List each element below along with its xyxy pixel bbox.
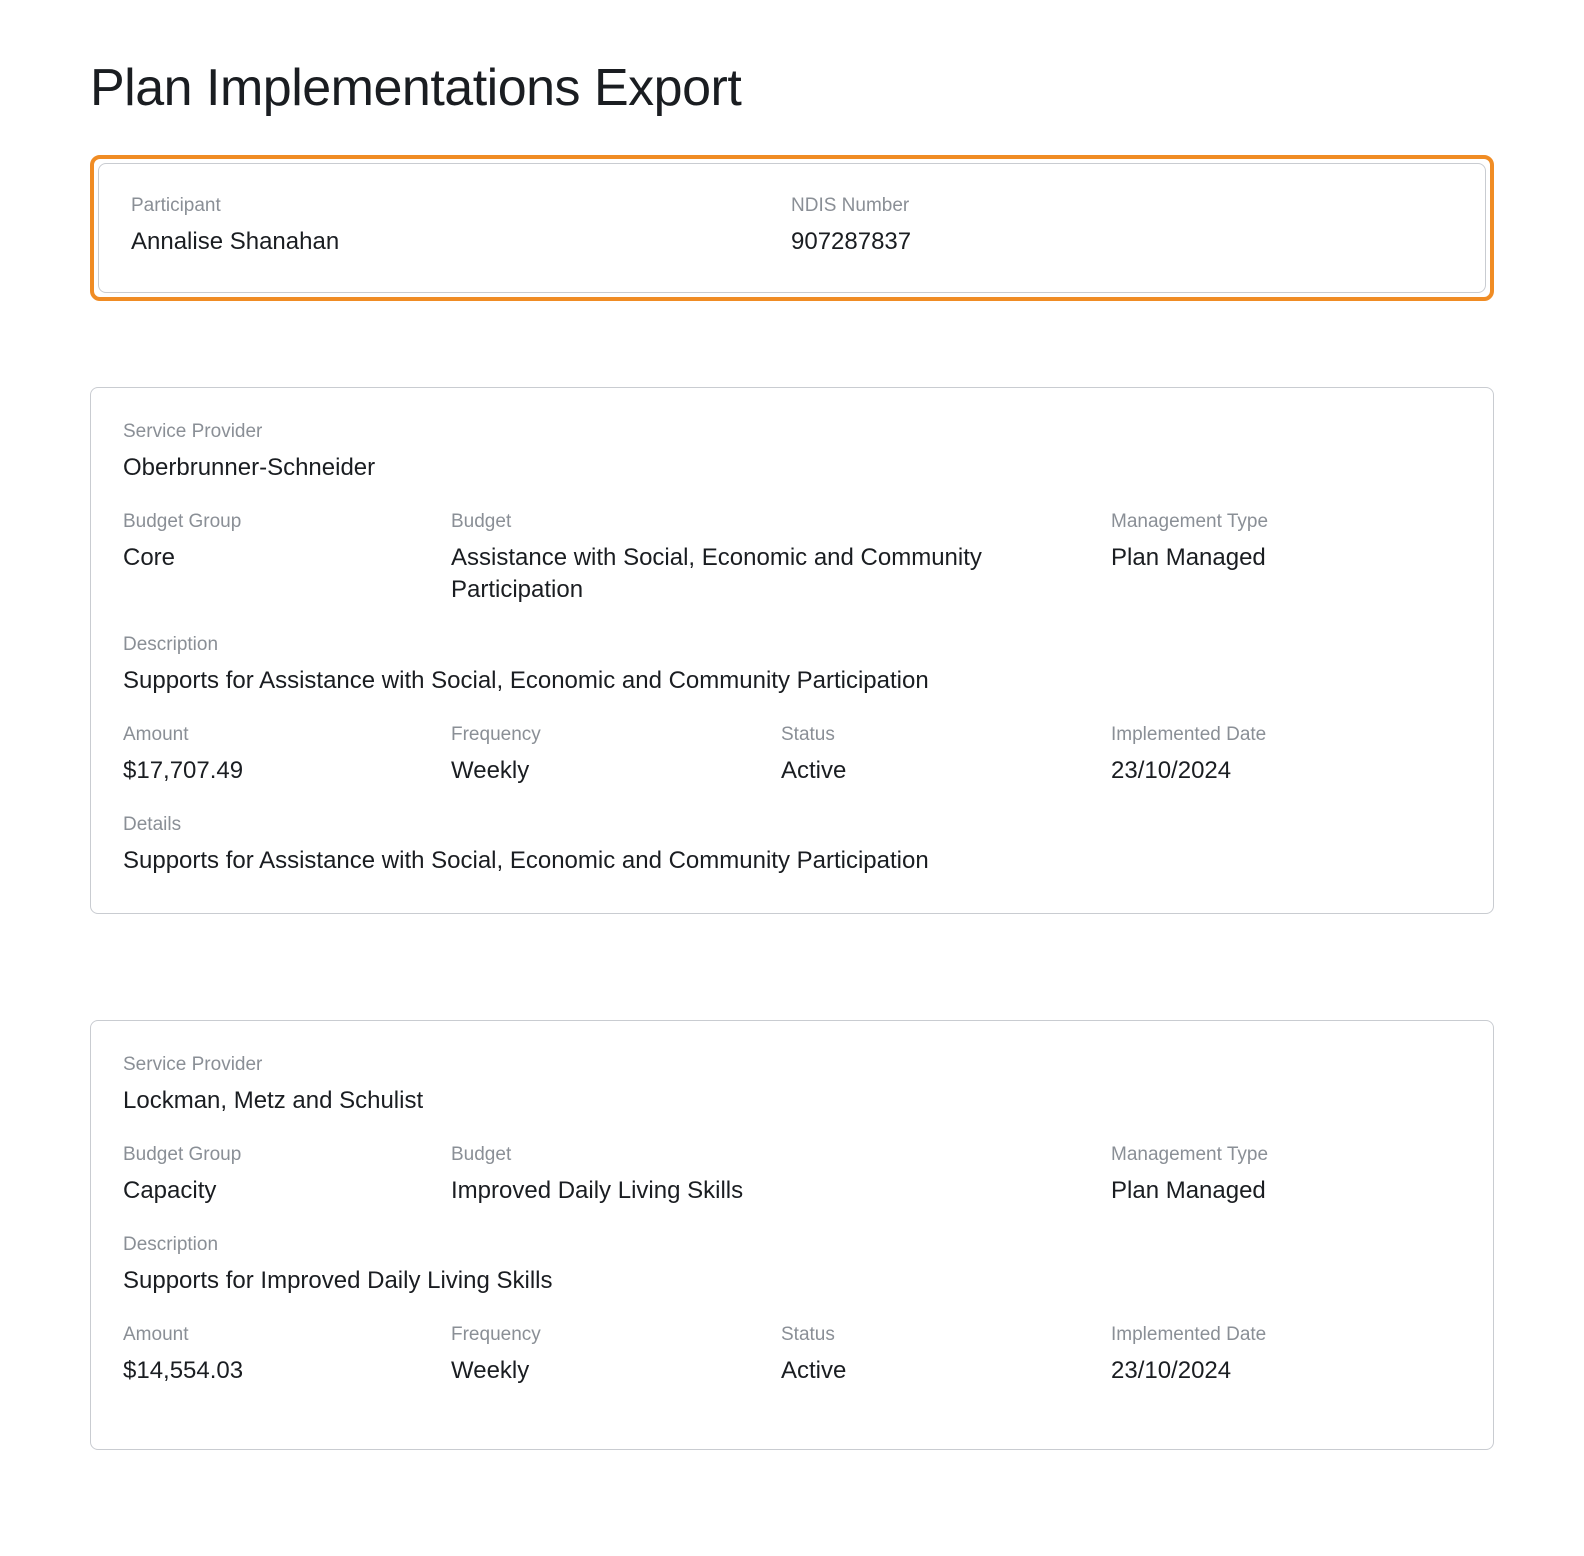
frequency-value: Weekly xyxy=(451,756,530,784)
amount-row xyxy=(123,723,1461,787)
description-field xyxy=(123,633,1461,697)
budget-field xyxy=(451,1143,1111,1207)
page-title: Plan Implementations Export xyxy=(90,59,742,117)
management-type-value: Plan Managed xyxy=(1111,1176,1266,1204)
amount-field xyxy=(123,1323,451,1387)
implemented-date-label: Implemented Date xyxy=(1111,1324,1267,1346)
amount-label: Amount xyxy=(123,723,189,745)
status-label: Status xyxy=(781,723,835,745)
ndis-number-label: NDIS Number xyxy=(791,195,910,217)
budget-group-label: Budget Group xyxy=(123,1144,242,1166)
description-label: Description xyxy=(123,1234,219,1256)
participant-label: Participant xyxy=(131,195,221,217)
budget-group-value: Capacity xyxy=(123,1176,217,1204)
service-provider-field xyxy=(123,1053,1461,1117)
budget-group-field xyxy=(123,510,451,606)
budget-group-value: Core xyxy=(123,544,176,572)
management-type-label: Management Type xyxy=(1111,511,1269,533)
amount-value: $17,707.49 xyxy=(123,756,244,784)
details-value: Supports for Assistance with Social, Economic and Community Participation xyxy=(123,846,929,874)
implementation-card xyxy=(90,387,1494,914)
implementation-card xyxy=(90,1020,1494,1450)
frequency-field xyxy=(451,723,781,787)
participant-card xyxy=(98,163,1486,293)
status-field xyxy=(781,1323,1111,1387)
ndis-number-value: 907287837 xyxy=(791,227,912,255)
implemented-date-field xyxy=(1111,723,1461,787)
participant-highlight-box xyxy=(90,155,1494,301)
participant-row xyxy=(131,194,1453,258)
budget-value: Improved Daily Living Skills xyxy=(451,1176,744,1204)
implemented-date-value: 23/10/2024 xyxy=(1111,756,1232,784)
participant-name-value: Annalise Shanahan xyxy=(131,227,340,255)
participant-field xyxy=(131,194,791,258)
status-value: Active xyxy=(781,1356,847,1384)
amount-value: $14,554.03 xyxy=(123,1356,244,1384)
management-type-field xyxy=(1111,1143,1461,1207)
service-provider-label: Service Provider xyxy=(123,1054,263,1076)
details-field xyxy=(123,813,1461,877)
status-label: Status xyxy=(781,1324,835,1346)
implemented-date-label: Implemented Date xyxy=(1111,723,1267,745)
implemented-date-value: 23/10/2024 xyxy=(1111,1356,1232,1384)
management-type-label: Management Type xyxy=(1111,1144,1269,1166)
service-provider-field xyxy=(123,420,1461,484)
budget-label: Budget xyxy=(451,1144,512,1166)
budget-row xyxy=(123,510,1461,606)
implemented-date-field xyxy=(1111,1323,1461,1387)
budget-group-label: Budget Group xyxy=(123,511,242,533)
status-value: Active xyxy=(781,756,847,784)
description-value: Supports for Improved Daily Living Skills xyxy=(123,1266,553,1294)
details-label: Details xyxy=(123,813,182,835)
amount-field xyxy=(123,723,451,787)
budget-row xyxy=(123,1143,1461,1207)
description-value: Supports for Assistance with Social, Economic and Community Participation xyxy=(123,666,929,694)
management-type-field xyxy=(1111,510,1461,606)
ndis-number-field xyxy=(791,194,1453,258)
description-field xyxy=(123,1233,1461,1297)
budget-group-field xyxy=(123,1143,451,1207)
status-field xyxy=(781,723,1111,787)
budget-field xyxy=(451,510,1111,606)
frequency-label: Frequency xyxy=(451,723,541,745)
frequency-field xyxy=(451,1323,781,1387)
service-provider-value: Lockman, Metz and Schulist xyxy=(123,1086,424,1114)
description-label: Description xyxy=(123,633,219,655)
frequency-value: Weekly xyxy=(451,1356,530,1384)
management-type-value: Plan Managed xyxy=(1111,544,1266,572)
budget-label: Budget xyxy=(451,511,512,533)
frequency-label: Frequency xyxy=(451,1324,541,1346)
budget-value: Assistance with Social, Economic and Community Participation xyxy=(451,544,982,604)
service-provider-value: Oberbrunner-Schneider xyxy=(123,453,376,481)
amount-row xyxy=(123,1323,1461,1387)
amount-label: Amount xyxy=(123,1324,189,1346)
service-provider-label: Service Provider xyxy=(123,421,263,443)
